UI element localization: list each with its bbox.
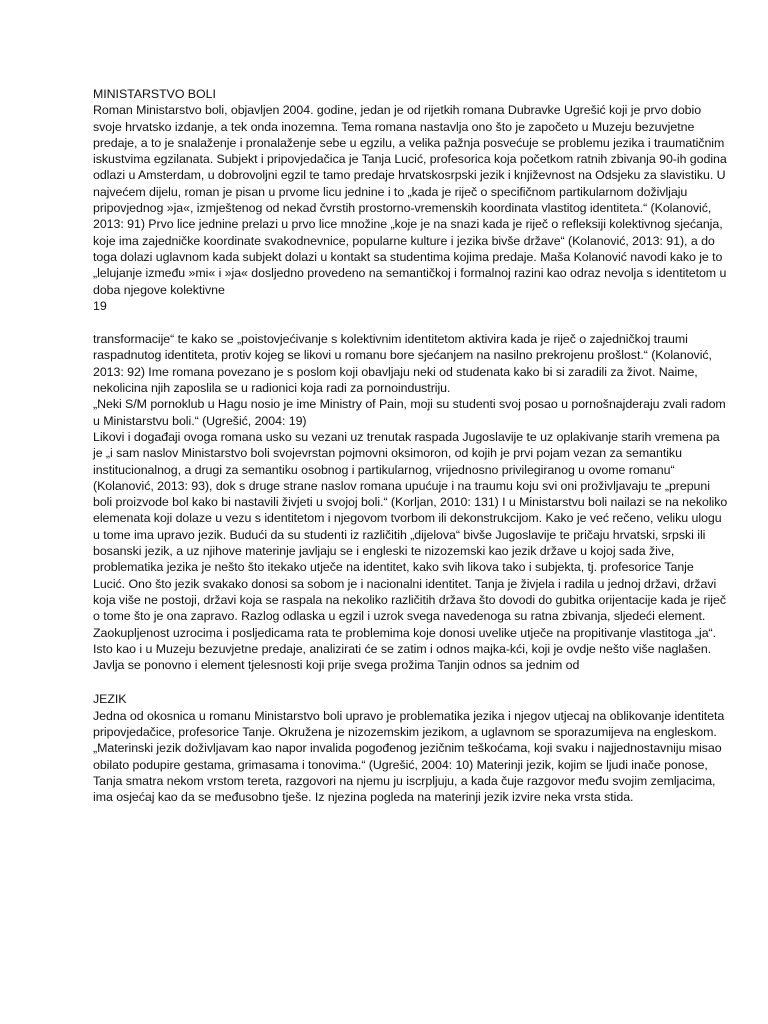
body-paragraph: transformacije“ te kako se „poistovjećivanje s kolektivnim identitetom aktivira kada je riječ o zajedničkoj traumi raspadnutog identiteta, protiv kojeg se likovi u romanu bore sjećanjem na nasilno prekrojenu prošlost.“ (Kolanović, 2013: 92) Ime romana povezano je s poslom koji obavljaju neki od studenata kako bi si zaradili za život. Naime, nekolicina njih zaposlila se u radionici koja radi za pornoindustriju. xyxy=(93,332,712,396)
spacer xyxy=(93,314,728,331)
page-number: 19 xyxy=(93,298,107,313)
section-continuation xyxy=(93,331,728,673)
body-paragraph: Jedna od okosnica u romanu Ministarstvo boli upravo je problematika jezika i njegov utjecaj na oblikovanje identiteta pripovjedačice, profesorice Tanje. Okružena je nizozemskim jezikom, a uglavnom se sporazumijeva na engleskom. xyxy=(93,708,725,739)
spacer xyxy=(93,673,728,691)
section-jezik xyxy=(93,691,728,805)
section-ministarstvo-boli xyxy=(93,86,728,314)
quote-paragraph: „Materinski jezik doživljavam kao napor invalida pogođenog jezičnim teškoćama, koji svaku i najjednostavniju misao obilato podupire gestama, grimasama i tonovima.“ (Ugrešić, 2004: 10) Materinji jezik, kojim se ljudi inače ponose, Tanja smatra nekom vrstom tereta, razgovori na njemu ju iscrpljuju, a kada čuje razgovor među svojim zemljacima, ima osjećaj kao da se međusobno tješe. Iz njezina pogleda na materinji jezik izvire neka vrsta stida. xyxy=(93,741,722,805)
section-heading: JEZIK xyxy=(93,692,127,707)
body-paragraph: Roman Ministarstvo boli, objavljen 2004. godine, jedan je od rijetkih romana Dubravke Ugrešić koji je prvo dobio svoje hrvatsko izdanje, a tek onda inozemna. Tema romana nastavlja ono što je započeto u Muzeju bezuvjetne predaje, a to je snalaženje i pronalaženje sebe u egzilu, a velika pažnja posvećuje se problemu jezika i traumatičnim iskustvima egzilanata. Subjekt i pripovjedačica je Tanja Lucić, profesorica koja početkom ratnih zbivanja 90-ih godina odlazi u Amsterdam, u dobrovoljni egzil te tamo predaje hrvatskosrpski jezik i književnost na Odsjeku za slavistiku. U najvećem dijelu, roman je pisan u prvome licu jednine i to „kada je riječ o specifičnom partikularnom doživljaju pripovjednog »ja«, izmještenog od nekad čvrstih prostorno-vremenskih koordinata vlastitog identiteta.“ (Kolanović, 2013: 91) Prvo lice jednine prelazi u prvo lice množine „koje je na snazi kada je riječ o refleksiji kolektivnog sjećanja, koje ima zajedničke koordinate svakodnevnice, popularne kulture i jezika bivše države“ (Kolanović, 2013: 91), a do toga dolazi uglavnom kada subjekt dolazi u kontakt sa studentima kojima predaje. Maša Kolanović navodi kako je to „lelujanje između »mi« i »ja« dosljedno provedeno na semantičkoj i formalnoj razini kao odraz nevolja s identitetom u doba njegove kolektivne xyxy=(93,103,727,297)
section-heading: MINISTARSTVO BOLI xyxy=(93,87,216,101)
body-paragraph: Likovi i događaji ovoga romana usko su vezani uz trenutak raspada Jugoslavije te uz oplakivanje starih vremena pa je „i sam naslov Ministarstvo boli svojevrstan pojmovni oksimoron, od kojih je prvi pojam vezan za semantiku institucionalnog, a drugi za semantiku osobnog i partikularnog, vrijednosno privilegiranog u ovome romanu“ (Kolanović, 2013: 93), dok s druge strane naslov romana upućuje i na traumu koju svi oni proživljavaju te „prepuni boli proizvode bol kako bi nastavili živjeti u svojoj boli.“ (Korljan, 2010: 131) I u Ministarstvu boli nailazi se na nekoliko elemenata koji dolaze u vezu s identitetom i njegovom tvorbom ili dekonstrukcijom. Kako je već rečeno, veliku ulogu u tome ima upravo jezik. Budući da su studenti iz različitih „dijelova“ bivše Jugoslavije te pričaju hrvatski, srpski ili bosanski jezik, a uz njihove materinje javljaju se i engleski te nizozemski kao jezik države u kojoj sada žive, problematika jezika je nešto što itekako utječe na identitet, kako svih likova tako i subjekta, tj. profesorice Tanje Lucić. Ono što jezik svakako donosi sa sobom je i nacionalni identitet. Tanja je živjela i radila u jednoj državi, državi koja više ne postoji, državi koja se raspala na nekoliko različitih država što dovodi do gubitka orijentacije kada je riječ o tome što je ona zapravo. Razlog odlaska u egzil i uzrok svega navedenoga su ratna zbivanja, sljedeći element. Zaokupljenost uzrocima i posljedicama rata te problemima koje donosi uvelike utječe na propitivanje vlastitoga „ja“. Isto kao i u Muzeju bezuvjetne predaje, analizirati će se zatim i odnos majka-kći, koji je ovdje nešto više naglašen. Javlja se ponovno i element tjelesnosti koji prije svega prožima Tanjin odnos sa jednim od xyxy=(93,429,728,673)
quote-paragraph: „Neki S/M pornoklub u Hagu nosio je ime Ministry of Pain, moji su studenti svoj posao u pornošnajderaju zvali radom u Ministarstvu boli.“ (Ugrešić, 2004: 19) xyxy=(93,397,726,428)
